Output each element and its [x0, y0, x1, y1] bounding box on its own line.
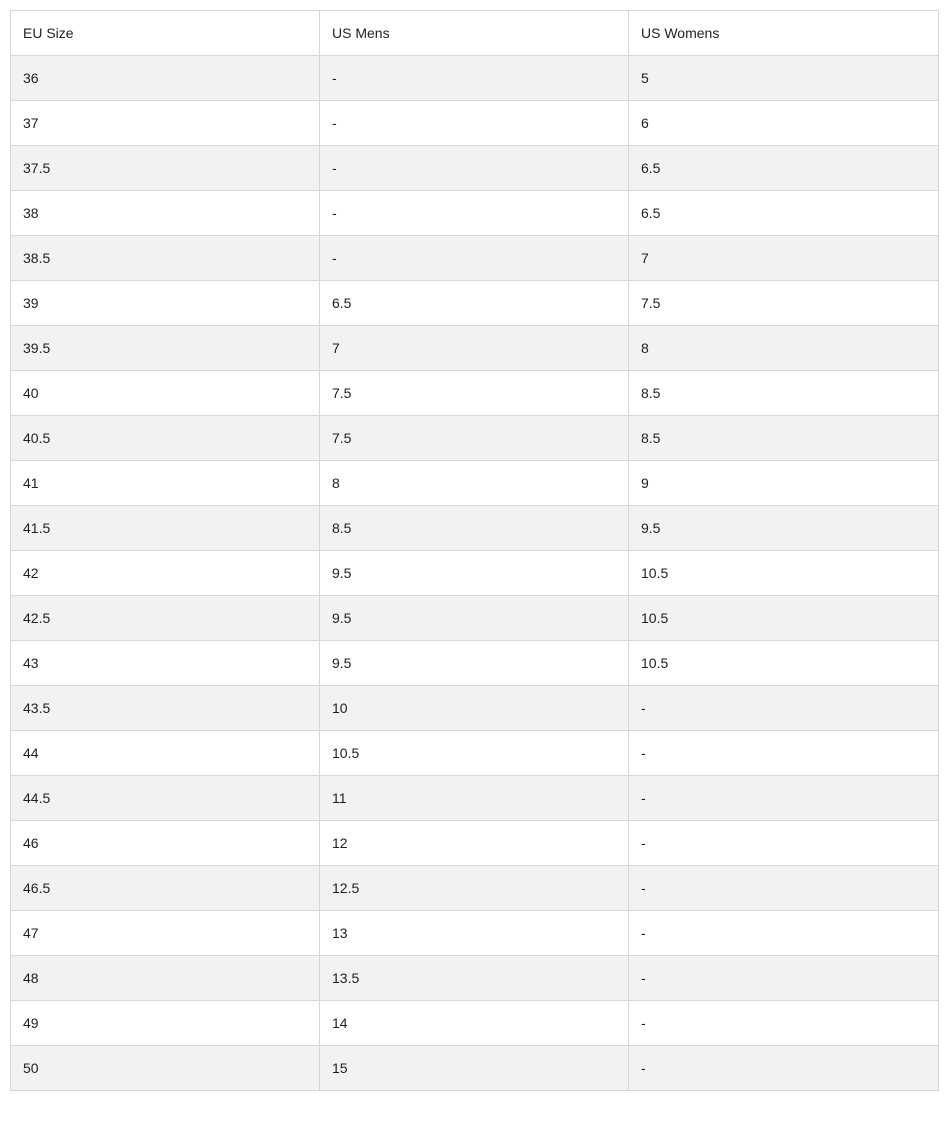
- table-row: [11, 821, 939, 866]
- us-mens-cell: -: [320, 56, 629, 101]
- eu-size-cell: 41.5: [11, 506, 320, 551]
- us-womens-cell: -: [629, 911, 939, 956]
- header-us-womens: US Womens: [629, 11, 939, 56]
- us-womens-cell: 9: [629, 461, 939, 506]
- table-row: [11, 416, 939, 461]
- table-row: [11, 461, 939, 506]
- us-mens-cell: -: [320, 146, 629, 191]
- table-row: [11, 1046, 939, 1091]
- size-chart-container: [10, 10, 938, 1091]
- us-womens-cell: -: [629, 1046, 939, 1091]
- table-row: [11, 56, 939, 101]
- us-mens-cell: 12.5: [320, 866, 629, 911]
- us-mens-cell: 9.5: [320, 596, 629, 641]
- us-mens-cell: 13.5: [320, 956, 629, 1001]
- eu-size-cell: 41: [11, 461, 320, 506]
- table-body: [11, 56, 939, 1091]
- us-womens-cell: -: [629, 776, 939, 821]
- eu-size-cell: 42: [11, 551, 320, 596]
- header-us-mens: US Mens: [320, 11, 629, 56]
- table-row: [11, 146, 939, 191]
- us-mens-cell: 6.5: [320, 281, 629, 326]
- eu-size-cell: 36: [11, 56, 320, 101]
- table-row: [11, 371, 939, 416]
- eu-size-cell: 44: [11, 731, 320, 776]
- table-row: [11, 776, 939, 821]
- us-mens-cell: 12: [320, 821, 629, 866]
- us-womens-cell: -: [629, 866, 939, 911]
- table-row: [11, 551, 939, 596]
- eu-size-cell: 40.5: [11, 416, 320, 461]
- eu-size-cell: 38: [11, 191, 320, 236]
- eu-size-cell: 42.5: [11, 596, 320, 641]
- table-row: [11, 641, 939, 686]
- us-womens-cell: 7.5: [629, 281, 939, 326]
- us-womens-cell: 8.5: [629, 371, 939, 416]
- eu-size-cell: 47: [11, 911, 320, 956]
- eu-size-cell: 39.5: [11, 326, 320, 371]
- eu-size-cell: 46.5: [11, 866, 320, 911]
- us-mens-cell: -: [320, 191, 629, 236]
- eu-size-cell: 37.5: [11, 146, 320, 191]
- eu-size-cell: 48: [11, 956, 320, 1001]
- us-mens-cell: -: [320, 236, 629, 281]
- us-mens-cell: 15: [320, 1046, 629, 1091]
- us-womens-cell: 10.5: [629, 641, 939, 686]
- eu-size-cell: 49: [11, 1001, 320, 1046]
- eu-size-cell: 40: [11, 371, 320, 416]
- us-womens-cell: 8: [629, 326, 939, 371]
- table-row: [11, 191, 939, 236]
- table-row: [11, 731, 939, 776]
- us-womens-cell: -: [629, 686, 939, 731]
- us-mens-cell: 9.5: [320, 641, 629, 686]
- us-womens-cell: 6.5: [629, 146, 939, 191]
- table-row: [11, 506, 939, 551]
- us-womens-cell: -: [629, 1001, 939, 1046]
- us-womens-cell: -: [629, 821, 939, 866]
- us-mens-cell: 7.5: [320, 416, 629, 461]
- table-row: [11, 956, 939, 1001]
- table-row: [11, 911, 939, 956]
- header-eu-size: EU Size: [11, 11, 320, 56]
- table-row: [11, 1001, 939, 1046]
- eu-size-cell: 46: [11, 821, 320, 866]
- eu-size-cell: 44.5: [11, 776, 320, 821]
- us-womens-cell: 6.5: [629, 191, 939, 236]
- eu-size-cell: 37: [11, 101, 320, 146]
- eu-size-cell: 43.5: [11, 686, 320, 731]
- us-mens-cell: 10.5: [320, 731, 629, 776]
- us-mens-cell: 11: [320, 776, 629, 821]
- us-mens-cell: 9.5: [320, 551, 629, 596]
- eu-size-cell: 39: [11, 281, 320, 326]
- us-womens-cell: -: [629, 956, 939, 1001]
- table-row: [11, 596, 939, 641]
- header-row: [11, 11, 939, 56]
- us-mens-cell: 14: [320, 1001, 629, 1046]
- us-mens-cell: 7.5: [320, 371, 629, 416]
- us-womens-cell: 8.5: [629, 416, 939, 461]
- table-row: [11, 236, 939, 281]
- table-row: [11, 281, 939, 326]
- table-row: [11, 101, 939, 146]
- us-mens-cell: 10: [320, 686, 629, 731]
- us-womens-cell: 9.5: [629, 506, 939, 551]
- us-womens-cell: 5: [629, 56, 939, 101]
- us-mens-cell: -: [320, 101, 629, 146]
- table-row: [11, 866, 939, 911]
- us-womens-cell: 10.5: [629, 551, 939, 596]
- table-header: [11, 11, 939, 56]
- us-mens-cell: 8: [320, 461, 629, 506]
- table-row: [11, 686, 939, 731]
- us-mens-cell: 7: [320, 326, 629, 371]
- us-mens-cell: 8.5: [320, 506, 629, 551]
- us-womens-cell: -: [629, 731, 939, 776]
- us-womens-cell: 7: [629, 236, 939, 281]
- table-row: [11, 326, 939, 371]
- us-womens-cell: 10.5: [629, 596, 939, 641]
- size-chart-table: [10, 10, 939, 1091]
- us-mens-cell: 13: [320, 911, 629, 956]
- us-womens-cell: 6: [629, 101, 939, 146]
- eu-size-cell: 50: [11, 1046, 320, 1091]
- eu-size-cell: 43: [11, 641, 320, 686]
- eu-size-cell: 38.5: [11, 236, 320, 281]
